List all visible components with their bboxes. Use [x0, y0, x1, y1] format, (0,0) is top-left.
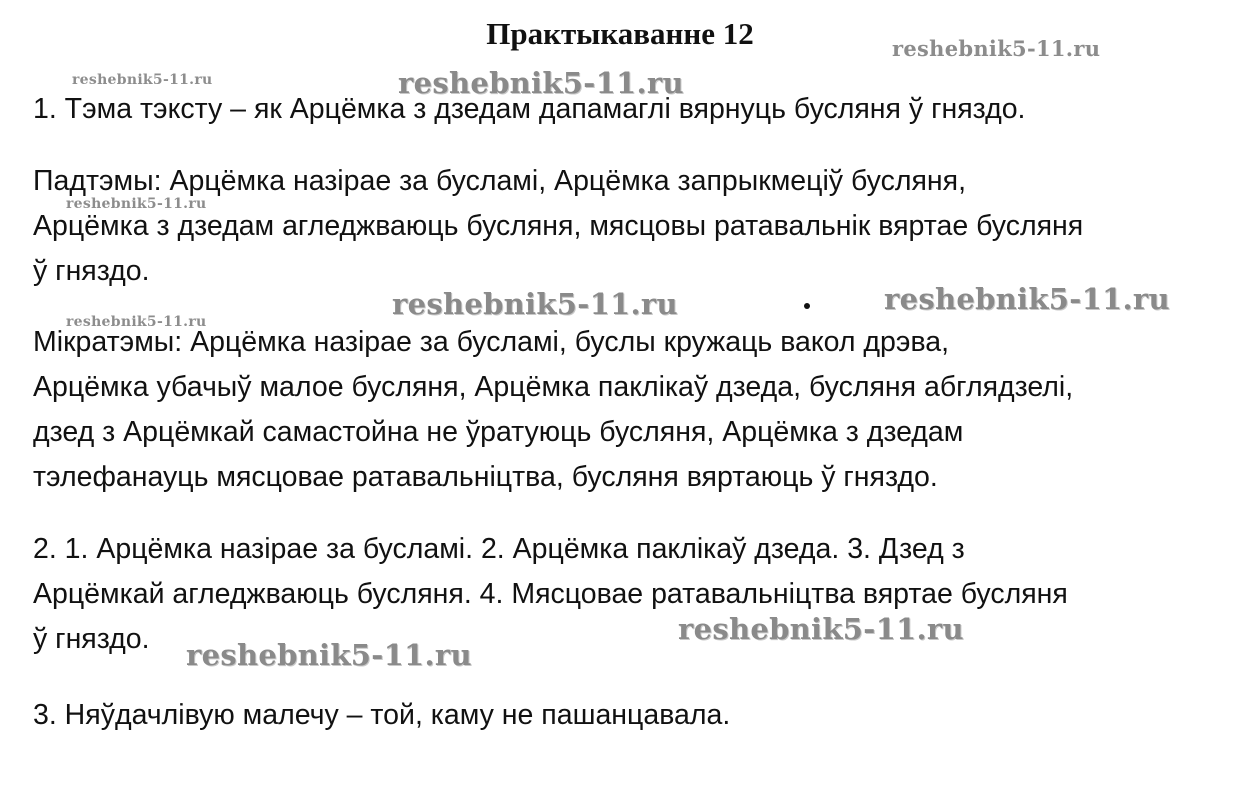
subtopics-line: ў гняздо.	[33, 255, 150, 287]
watermark: reshebnik5-11.ru	[678, 612, 964, 646]
watermark: reshebnik5-11.ru	[66, 314, 207, 330]
microtopics-line: дзед з Арцёмкай самастойна не ўратуюць бусляня, Арцёмка з дзедам	[33, 416, 964, 448]
answer-3-line: 3. Няўдачлівую малечу – той, каму не пашанцавала.	[33, 699, 731, 731]
watermark: reshebnik5-11.ru	[66, 196, 207, 212]
microtopics-line: тэлефанауць мясцовае ратавальніцтва, бусляня вяртаюць ў гняздо.	[33, 461, 938, 493]
watermark: reshebnik5-11.ru	[72, 72, 213, 88]
microtopics-paragraph	[33, 320, 1223, 500]
answer-2-line: 2. 1. Арцёмка назірае за бусламі. 2. Арцёмка паклікаў дзеда. 3. Дзед з	[33, 533, 965, 565]
answer-3-paragraph	[33, 693, 1223, 738]
subtopics-paragraph	[33, 159, 1223, 294]
watermark: reshebnik5-11.ru	[398, 66, 684, 100]
stray-dot	[804, 303, 810, 309]
answer-1-paragraph	[33, 87, 1223, 132]
watermark: reshebnik5-11.ru	[186, 638, 472, 672]
answer-1-line: 1. Тэма тэксту – як Арцёмка з дзедам дапамаглі вярнуць бусляня ў гняздо.	[33, 93, 1026, 125]
answer-2-line: Арцёмкай агледжваюць бусляня. 4. Мясцовае ратавальніцтва вяртае бусляня	[33, 578, 1068, 610]
watermark: reshebnik5-11.ru	[392, 287, 678, 321]
watermark: reshebnik5-11.ru	[884, 282, 1170, 316]
subtopics-line: Падтэмы: Арцёмка назірае за бусламі, Арцёмка запрыкмеціў бусляня,	[33, 165, 966, 197]
answer-2-line: ў гняздо.	[33, 623, 150, 655]
page-title: Практыкаванне 12	[486, 16, 754, 51]
microtopics-line: Арцёмка убачыў малое бусляня, Арцёмка паклікаў дзеда, бусляня абглядзелі,	[33, 371, 1074, 403]
subtopics-line: Арцёмка з дзедам агледжваюць бусляня, мясцовы ратавальнік вяртае бусляня	[33, 210, 1084, 242]
answer-2-paragraph	[33, 527, 1223, 662]
microtopics-line: Мікратэмы: Арцёмка назірае за бусламі, буслы кружаць вакол дрэва,	[33, 326, 950, 358]
watermark: reshebnik5-11.ru	[892, 36, 1101, 61]
